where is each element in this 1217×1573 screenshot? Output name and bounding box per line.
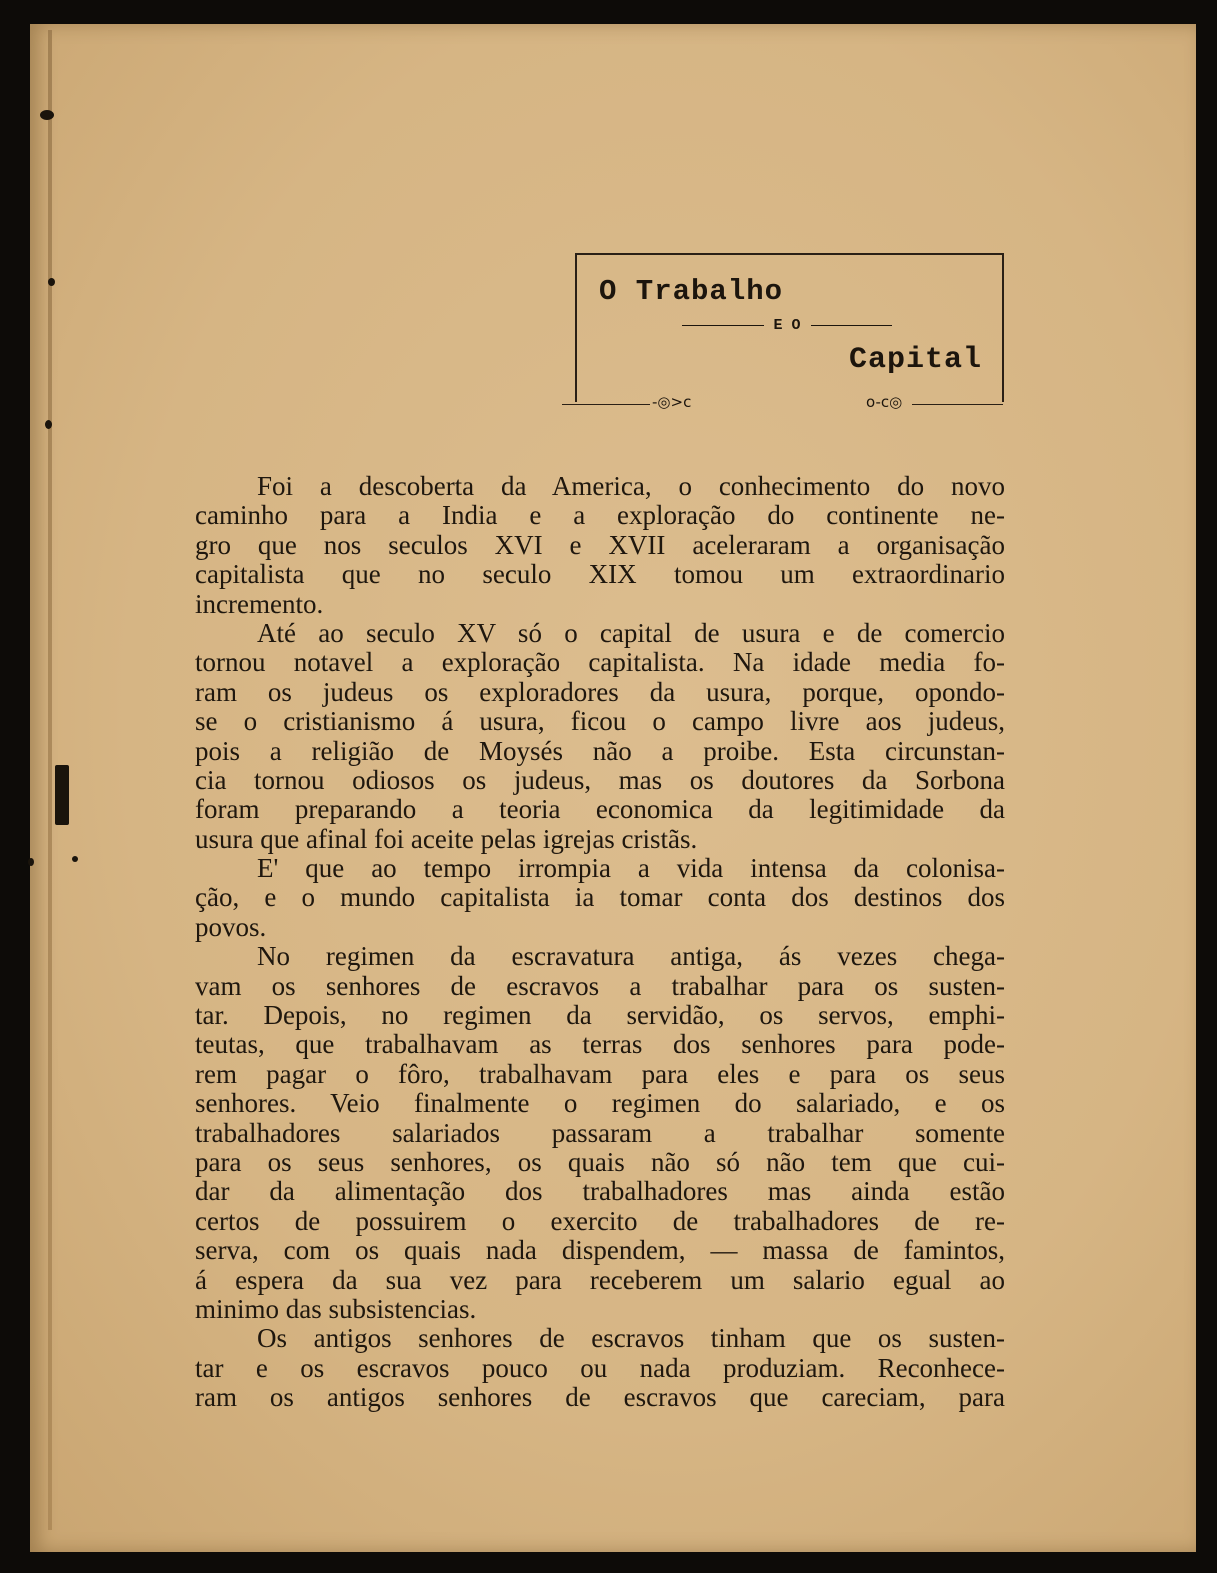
ornament-rule-left bbox=[562, 404, 650, 405]
text-line: pois a religião de Moysés não a proibe. Esta circunstan- bbox=[195, 735, 1005, 766]
text-line: ção, e o mundo capitalista ia tomar conta dos destinos dos bbox=[195, 882, 1005, 913]
text-line: tar e os escravos pouco ou nada produziam. Reconhece- bbox=[195, 1352, 1005, 1383]
conjunction-text: E O bbox=[773, 317, 801, 334]
title-conjunction bbox=[682, 317, 892, 334]
text-line: No regimen da escravatura antiga, ás vezes chega- bbox=[257, 941, 1005, 972]
text-line: incremento. bbox=[195, 588, 324, 619]
text-line: capitalista que no seculo XIX tomou um extraordinario bbox=[195, 559, 1005, 590]
text-line: ram os antigos senhores de escravos que careciam, para bbox=[195, 1382, 1005, 1413]
binding-hole bbox=[40, 110, 54, 120]
text-line: teutas, que trabalhavam as terras dos senhores para pode- bbox=[195, 1029, 1005, 1060]
article-body bbox=[195, 472, 1005, 1413]
binding-hole bbox=[55, 765, 69, 825]
text-line: Foi a descoberta da America, o conhecimento do novo bbox=[257, 471, 1005, 501]
paragraph bbox=[195, 942, 1005, 1324]
text-line: tar. Depois, no regimen da servidão, os servos, emphi- bbox=[195, 1000, 1005, 1031]
text-line: tornou notavel a exploração capitalista. Na idade media fo- bbox=[195, 647, 1005, 678]
text-line: serva, com os quais nada dispendem, — massa de famintos, bbox=[195, 1235, 1005, 1266]
text-line: para os seus senhores, os quais não só não tem que cui- bbox=[195, 1146, 1005, 1177]
binding-hole bbox=[48, 278, 55, 286]
paragraph bbox=[195, 1324, 1005, 1412]
text-line: vam os senhores de escravos a trabalhar para os susten- bbox=[195, 970, 1005, 1001]
ornament-rule-right bbox=[912, 404, 1003, 405]
text-line: trabalhadores salariados passaram a trabalhar somente bbox=[195, 1117, 1005, 1148]
text-line: gro que nos seculos XVI e XVII aceleraram a organisação bbox=[195, 529, 1005, 560]
binding-hole bbox=[45, 420, 52, 429]
title-line-1: O Trabalho bbox=[599, 275, 784, 308]
text-line: ram os judeus os exploradores da usura, porque, opondo- bbox=[195, 676, 1005, 707]
text-line: Até ao seculo XV só o capital de usura e de comercio bbox=[257, 617, 1005, 648]
text-line: povos. bbox=[195, 911, 267, 942]
paragraph bbox=[195, 619, 1005, 854]
title-line-2: Capital bbox=[848, 343, 982, 377]
text-line: á espera da sua vez para receberem um salario egual ao bbox=[195, 1264, 1005, 1295]
title-box bbox=[575, 253, 1004, 402]
ornament-right-icon: o-c◎ bbox=[866, 393, 903, 411]
binding-edge bbox=[48, 30, 52, 1530]
ornament-left-icon: -◎>c bbox=[652, 393, 692, 411]
binding-hole bbox=[28, 858, 34, 866]
text-line: certos de possuirem o exercito de trabalhadores de re- bbox=[195, 1205, 1005, 1236]
text-line: caminho para a India e a exploração do continente ne- bbox=[195, 500, 1005, 531]
binding-hole bbox=[72, 856, 78, 862]
rule bbox=[682, 325, 764, 326]
text-line: senhores. Veio finalmente o regimen do salariado, e os bbox=[195, 1088, 1005, 1119]
text-line: minimo das subsistencias. bbox=[195, 1293, 477, 1324]
text-line: cia tornou odiosos os judeus, mas os doutores da Sorbona bbox=[195, 764, 1005, 795]
text-line: se o cristianismo á usura, ficou o campo livre aos judeus, bbox=[195, 706, 1005, 737]
text-line: E' que ao tempo irrompia a vida intensa da colonisa- bbox=[257, 853, 1005, 884]
text-line: Os antigos senhores de escravos tinham que os susten- bbox=[257, 1323, 1005, 1354]
text-line: dar da alimentação dos trabalhadores mas ainda estão bbox=[195, 1176, 1005, 1207]
text-line: usura que afinal foi aceite pelas igrejas cristãs. bbox=[195, 823, 698, 854]
paragraph bbox=[195, 472, 1005, 619]
paragraph bbox=[195, 854, 1005, 942]
text-line: rem pagar o fôro, trabalhavam para eles e para os seus bbox=[195, 1058, 1005, 1089]
text-line: foram preparando a teoria economica da legitimidade da bbox=[195, 794, 1005, 825]
rule bbox=[811, 325, 893, 326]
